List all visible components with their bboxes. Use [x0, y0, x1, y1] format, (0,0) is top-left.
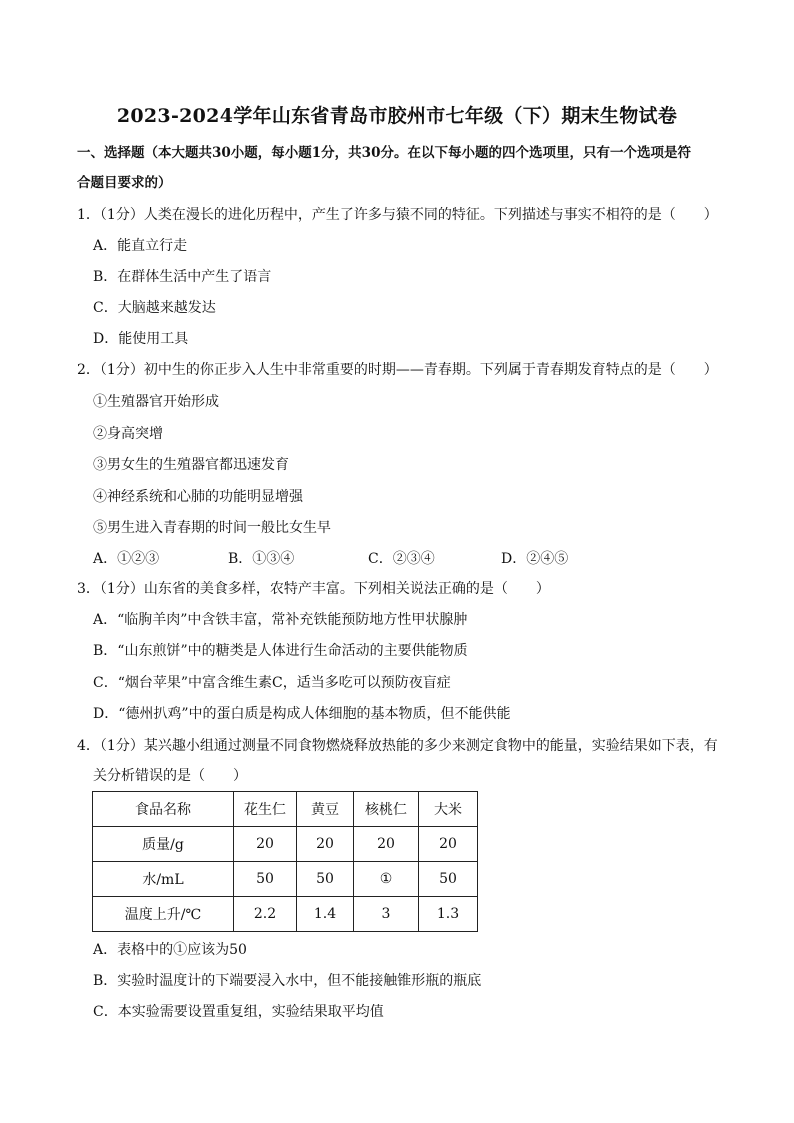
- page-title: 2023-2024学年山东省青岛市胶州市七年级（下）期末生物试卷: [116, 105, 678, 127]
- question-3-option-b: B．“山东煎饼”中的糖类是人体进行生命活动的主要供能物质: [93, 643, 468, 659]
- question-4-stem-line1: 4．（1分）某兴趣小组通过测量不同食物燃烧释放热能的多少来测定食物中的能量，实验结果如下表，有: [77, 738, 718, 754]
- question-2-item-5: ⑤男生进入青春期的时间一般比女生早: [93, 520, 331, 536]
- table-row: [93, 862, 478, 897]
- question-3-option-c: C．“烟台苹果”中富含维生素C，适当多吃可以预防夜盲症: [93, 675, 451, 691]
- question-2-item-3: ③男女生的生殖器官都迅速发育: [93, 457, 289, 473]
- table-header-cell: 花生仁: [234, 792, 297, 827]
- section-heading-line1: 一、选择题（本大题共30小题，每小题1分，共30分。在以下每小题的四个选项里，只有一个选项是符: [77, 145, 691, 161]
- food-energy-table: [92, 791, 478, 932]
- table-cell: 20: [419, 827, 478, 862]
- table-cell: 50: [419, 862, 478, 897]
- table-cell: 20: [234, 827, 297, 862]
- table-cell: 1.3: [419, 897, 478, 932]
- table-cell: 3: [354, 897, 419, 932]
- table-row: [93, 827, 478, 862]
- question-4-option-b: B．实验时温度计的下端要浸入水中，但不能接触锥形瓶的瓶底: [93, 973, 482, 989]
- question-2-option-c: C．②③④: [368, 551, 435, 567]
- question-1-option-c: C．大脑越来越发达: [93, 300, 216, 316]
- table-header-cell: 食品名称: [93, 792, 234, 827]
- question-2-item-1: ①生殖器官开始形成: [93, 394, 219, 410]
- question-4-stem-line2: 关分析错误的是（ ）: [93, 768, 247, 784]
- question-1-option-d: D．能使用工具: [93, 331, 189, 347]
- table-header-cell: 黄豆: [297, 792, 354, 827]
- question-2-option-a: A．①②③: [93, 551, 160, 567]
- table-header-cell: 核桃仁: [354, 792, 419, 827]
- table-cell: 2.2: [234, 897, 297, 932]
- question-2-stem: 2．（1分）初中生的你正步入人生中非常重要的时期——青春期。下列属于青春期发育特点的是（ ）: [77, 362, 718, 378]
- table-row: [93, 897, 478, 932]
- question-3-stem: 3．（1分）山东省的美食多样，农特产丰富。下列相关说法正确的是（ ）: [77, 581, 550, 597]
- question-4-option-a: A．表格中的①应该为50: [93, 942, 247, 958]
- question-2-option-d: D．②④⑤: [501, 551, 569, 567]
- question-2-item-2: ②身高突增: [93, 426, 163, 442]
- table-cell: 1.4: [297, 897, 354, 932]
- question-2-options: [93, 549, 653, 569]
- question-4-option-c: C．本实验需要设置重复组，实验结果取平均值: [93, 1004, 384, 1020]
- table-cell: 水/mL: [93, 862, 234, 897]
- section-heading-line2: 合题目要求的）: [77, 175, 172, 191]
- table-header-row: [93, 792, 478, 827]
- question-2-item-4: ④神经系统和心肺的功能明显增强: [93, 489, 303, 505]
- table-cell: 20: [354, 827, 419, 862]
- table-cell: 50: [297, 862, 354, 897]
- question-3-option-a: A．“临朐羊肉”中含铁丰富，常补充铁能预防地方性甲状腺肿: [93, 612, 468, 628]
- question-1-option-b: B．在群体生活中产生了语言: [93, 269, 272, 285]
- table-cell: ①: [354, 862, 419, 897]
- table-cell: 20: [297, 827, 354, 862]
- question-1-stem: 1．（1分）人类在漫长的进化历程中，产生了许多与猿不同的特征。下列描述与事实不相符的是（ ）: [77, 207, 718, 223]
- question-3-option-d: D．“德州扒鸡”中的蛋白质是构成人体细胞的基本物质，但不能供能: [93, 706, 511, 722]
- question-2-option-b: B．①③④: [228, 551, 295, 567]
- table-cell: 50: [234, 862, 297, 897]
- table-cell: 质量/g: [93, 827, 234, 862]
- table-header-cell: 大米: [419, 792, 478, 827]
- table-cell: 温度上升/℃: [93, 897, 234, 932]
- question-1-option-a: A．能直立行走: [93, 238, 188, 254]
